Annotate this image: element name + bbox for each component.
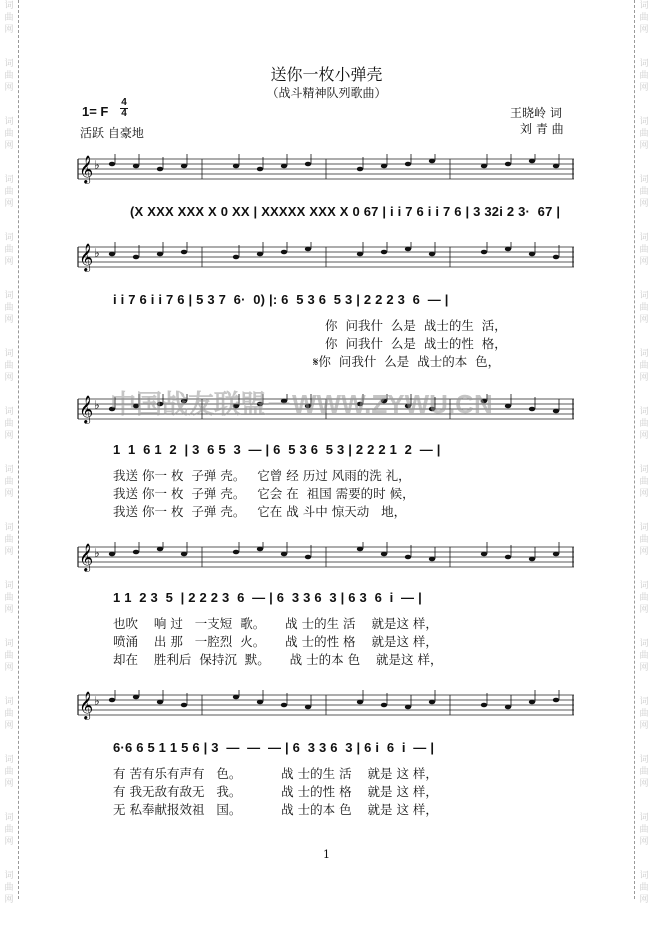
jianpu-line-1: (X XXX XXX X 0 XX | XXXXX XXX X 0 67 | i i 7 6 i i 7 6 | 3 32i 2 3· 67 | [130,204,561,219]
note-head [133,255,139,260]
lyrics-line-5-2: 有 我无敌有敌无 我。 战 士的性 格 就是 这 样， [113,784,438,799]
note-head [257,252,263,257]
staff-system-1 [78,155,574,183]
song-subtitle: （战斗精神队列歌曲） [266,86,387,100]
note-head [405,162,411,167]
note-head [133,695,139,700]
note-head [429,700,435,705]
lyrics-line-2-2: 你 问我什 么是 战士的性 格， [325,336,507,351]
note-head [109,698,115,703]
note-head [157,547,163,552]
note-head [181,552,187,557]
flat-icon: ♭ [94,546,100,560]
site-watermark: 中国战友联盟－WWW.ZYWU.CN [110,389,493,419]
note-head [553,409,559,414]
note-head [381,164,387,169]
side-watermark-left: 词曲网 词曲网 词曲网 词曲网 词曲网 词曲网 词曲网 词曲网 词曲网 词曲网 词曲网 词曲网 词曲网 词曲网 词曲网 词曲网 [4,1,14,905]
note-head [257,547,263,552]
note-head [553,164,559,169]
lyricist-credit: 王晓岭 词 [510,106,562,120]
note-head [305,555,311,560]
note-head [233,255,239,260]
page-number: 1 [323,848,330,861]
note-head [109,252,115,257]
note-head [157,252,163,257]
lyrics-line-4-1: 也吹 响 过 一支短 歌。 战 士的生 活 就是这 样， [113,616,438,631]
note-head [481,552,487,557]
note-head [405,555,411,560]
lyrics-line-2-1: 你 问我什 么是 战士的生 活， [325,318,507,333]
flat-icon: ♭ [94,694,100,708]
note-head [233,695,239,700]
note-head [505,162,511,167]
flat-icon: ♭ [94,158,100,172]
composer-credit: 刘 青 曲 [520,122,564,136]
note-head [381,703,387,708]
lyrics-line-5-1: 有 苦有乐有声有 色。 战 士的生 活 就是 这 样， [113,766,438,781]
page-border-left [18,0,19,899]
lyrics-line-5-3: 无 私奉献报效祖 国。 战 士的本 色 就是 这 样， [113,802,438,817]
note-head [481,164,487,169]
staff-system-2 [78,243,574,271]
note-head [481,250,487,255]
note-head [181,703,187,708]
note-head [553,255,559,260]
note-head [429,557,435,562]
treble-clef-icon: 𝄞 [79,395,94,423]
note-head [133,164,139,169]
note-head [481,703,487,708]
note-head [429,159,435,164]
note-head [405,705,411,710]
staff-system-4 [78,543,574,571]
lyrics-line-4-3: 却在 胜利后 保持沉 默。 战 士的本 色 就是这 样， [113,652,443,667]
lyrics-line-3-1: 我送 你一 枚 子弹 壳。 它曾 经 历过 风雨的洗 礼， [113,468,411,483]
jianpu-line-2: i i 7 6 i i 7 6 | 5 3 7 6· 0) |: 6 5 3 6 5 3 | 2 2 2 3 6 — | [113,292,449,307]
note-head [281,552,287,557]
note-head [257,700,263,705]
note-head [553,698,559,703]
jianpu-line-3: 1 1 6 1 2 | 3 6 5 3 — | 6 5 3 6 5 3 | 2 2 2 1 2 — | [113,442,441,457]
tempo-marking: 活跃 自豪地 [80,126,144,140]
time-signature: 4 4 [121,97,127,119]
treble-clef-icon: 𝄞 [79,543,94,571]
note-head [109,162,115,167]
flat-icon: ♭ [94,398,100,412]
note-head [529,159,535,164]
note-head [553,552,559,557]
note-head [505,404,511,409]
lyrics-line-4-2: 喷涌 出 那 一腔烈 火。 战 士的性 格 就是这 样， [113,634,438,649]
note-head [505,555,511,560]
note-head [405,247,411,252]
note-head [429,252,435,257]
page-border-right [634,0,635,899]
treble-clef-icon: 𝄞 [79,691,94,719]
note-head [357,700,363,705]
note-head [305,247,311,252]
note-head [357,167,363,172]
treble-clef-icon: 𝄞 [79,155,94,183]
note-head [157,700,163,705]
note-head [529,700,535,705]
lyrics-line-3-2: 我送 你一 枚 子弹 壳。 它会 在 祖国 需要的时 候， [113,486,415,501]
note-head [529,252,535,257]
note-head [257,167,263,172]
key-signature: 1= F [82,104,109,119]
note-head [181,164,187,169]
note-head [381,552,387,557]
lyrics-line-2-3: 𝄋你 问我什 么是 战士的本 色， [313,354,501,369]
side-watermark-right: 词曲网 词曲网 词曲网 词曲网 词曲网 词曲网 词曲网 词曲网 词曲网 词曲网 词曲网 词曲网 词曲网 词曲网 词曲网 词曲网 [639,1,649,905]
note-head [133,550,139,555]
note-head [233,164,239,169]
note-head [305,705,311,710]
note-head [281,164,287,169]
staff-system-5 [78,691,574,719]
note-head [529,407,535,412]
note-head [181,250,187,255]
note-head [529,557,535,562]
note-head [357,252,363,257]
jianpu-line-4: 1 1 2 3 5 | 2 2 2 3 6 — | 6 3 3 6 3 | 6 3 6 i — | [113,590,422,605]
song-title: 送你一枚小弹壳 [270,65,383,84]
note-head [305,162,311,167]
treble-clef-icon: 𝄞 [79,243,94,271]
note-head [281,250,287,255]
lyrics-line-3-3: 我送 你一 枚 子弹 壳。 它在 战 斗中 惊天动 地， [113,504,407,519]
note-head [381,250,387,255]
note-head [505,705,511,710]
note-head [357,547,363,552]
note-head [233,550,239,555]
note-head [281,703,287,708]
note-head [505,247,511,252]
flat-icon: ♭ [94,246,100,260]
jianpu-line-5: 6·6 6 5 1 1 5 6 | 3 — — — | 6 3 3 6 3 | 6 i 6 i — | [113,740,435,755]
note-head [157,167,163,172]
note-head [109,552,115,557]
